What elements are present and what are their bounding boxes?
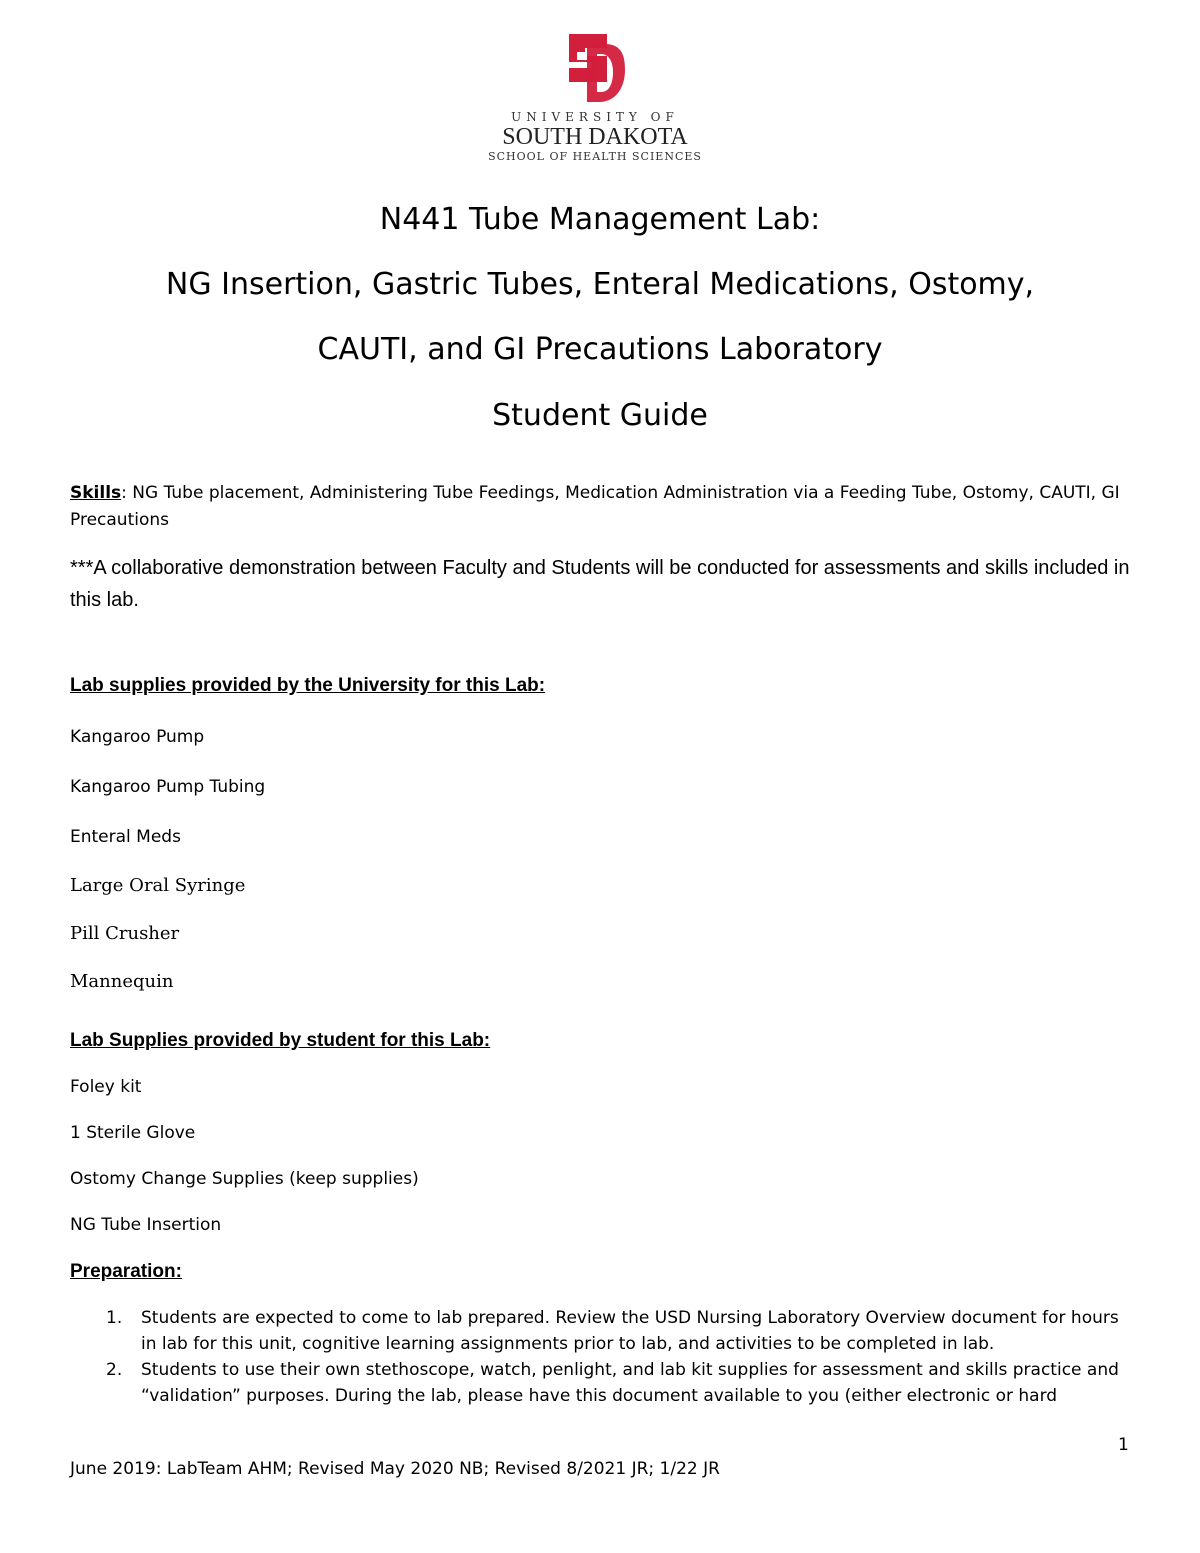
list-item: Kangaroo Pump xyxy=(70,727,205,747)
university-supplies-heading: Lab supplies provided by the University for this Lab: xyxy=(70,675,546,696)
item-number: 2. xyxy=(106,1360,123,1380)
list-item: Mannequin xyxy=(70,971,174,992)
title-line-2: NG Insertion, Gastric Tubes, Enteral Medications, Ostomy, xyxy=(165,267,1035,302)
list-item: Kangaroo Pump Tubing xyxy=(70,777,266,797)
student-supplies-heading: Lab Supplies provided by student for this Lab: xyxy=(70,1030,491,1051)
title-line-1: N441 Tube Management Lab: xyxy=(379,202,821,237)
list-item: Pill Crusher xyxy=(70,923,180,944)
logo-line-south-dakota: SOUTH DAKOTA xyxy=(502,124,688,150)
page-number: 1 xyxy=(1118,1435,1129,1455)
list-item: Large Oral Syringe xyxy=(70,875,246,896)
university-logo xyxy=(470,30,720,165)
title-line-3: CAUTI, and GI Precautions Laboratory xyxy=(317,332,883,367)
preparation-item xyxy=(100,1305,1130,1357)
list-item: Ostomy Change Supplies (keep supplies) xyxy=(70,1169,419,1189)
sd-monogram-icon xyxy=(563,30,627,106)
list-item: NG Tube Insertion xyxy=(70,1215,222,1235)
list-item: Foley kit xyxy=(70,1077,142,1097)
preparation-list xyxy=(100,1305,1130,1409)
footer-revision-note: June 2019: LabTeam AHM; Revised May 2020 NB; Revised 8/2021 JR; 1/22 JR xyxy=(70,1459,720,1479)
preparation-item xyxy=(100,1357,1130,1409)
skills-paragraph xyxy=(70,480,1140,534)
title-line-4: Student Guide xyxy=(492,398,708,433)
logo-line-university-of: UNIVERSITY OF xyxy=(511,110,679,124)
preparation-heading: Preparation: xyxy=(70,1261,182,1282)
skills-label: Skills xyxy=(70,483,122,503)
item-text: Students to use their own stethoscope, watch, penlight, and lab kit supplies for assessment and skills practice and “validation” purposes. During the lab, please have this document available to you (either electronic or hard xyxy=(141,1360,1119,1406)
skills-text: : NG Tube placement, Administering Tube Feedings, Medication Administration via a Feeding Tube, Ostomy, CAUTI, GI Precautions xyxy=(70,483,1120,530)
list-item: 1 Sterile Glove xyxy=(70,1123,196,1143)
item-number: 1. xyxy=(106,1308,123,1328)
collaboration-note: ***A collaborative demonstration between Faculty and Students will be conducted for assessments and skills included in this lab. xyxy=(70,557,1130,611)
logo-line-school: SCHOOL OF HEALTH SCIENCES xyxy=(488,150,702,163)
list-item: Enteral Meds xyxy=(70,827,181,847)
item-text: Students are expected to come to lab prepared. Review the USD Nursing Laboratory Overview document for hours in lab for this unit, cognitive learning assignments prior to lab, and activities to be completed in lab. xyxy=(141,1308,1119,1354)
